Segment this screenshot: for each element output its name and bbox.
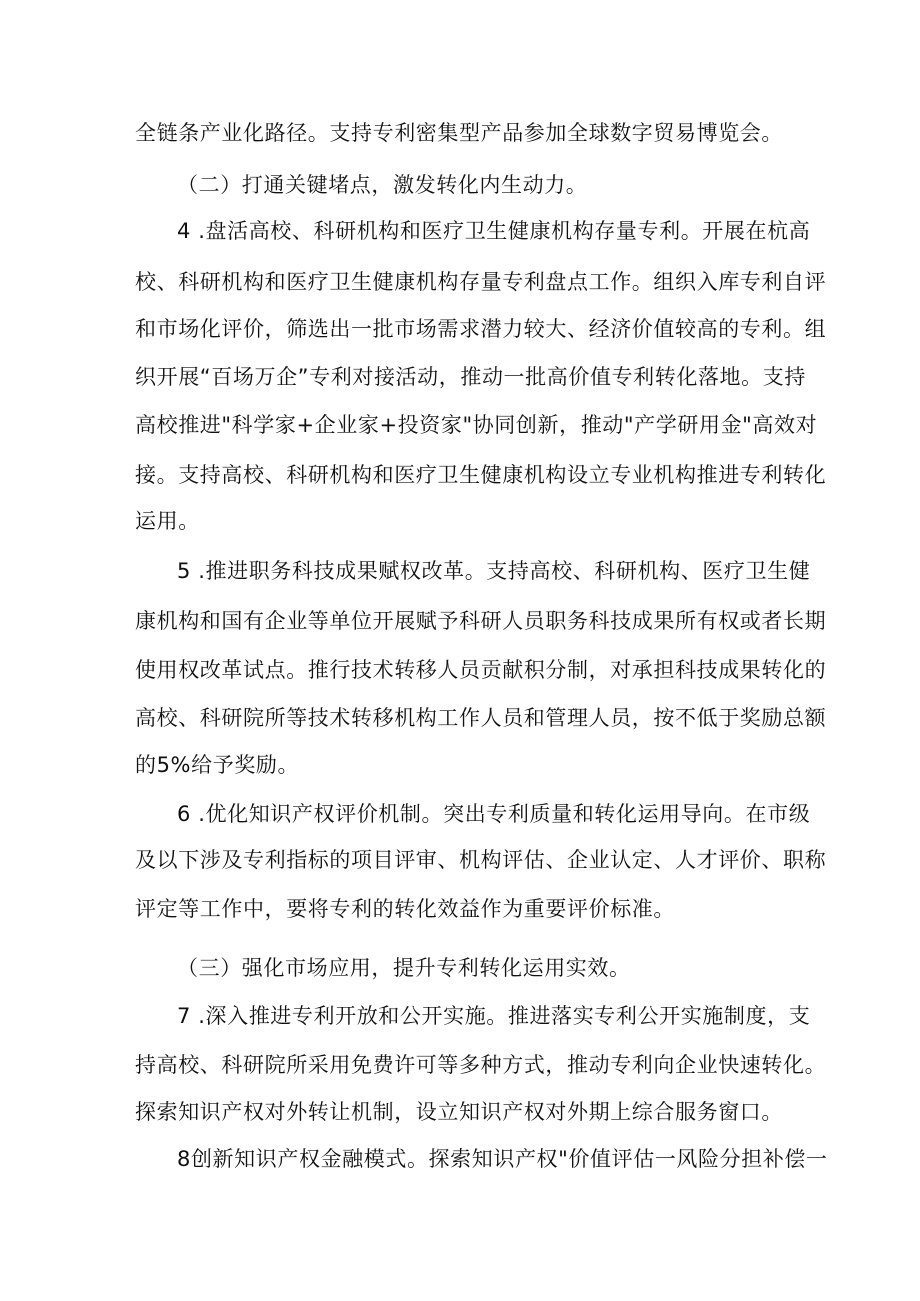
text-line: 探索知识产权对外转让机制，设立知识产权对外期上综合服务窗口。 [135,1100,783,1124]
item-5-first-line: 5 .推进职务科技成果赋权改革。支持高校、科研机构、医疗卫生健 [177,559,811,583]
item-8-first-line: 8创新知识产权金融模式。探索知识产权"价值评估一风险分担补偿一 [177,1147,828,1171]
text-line: 使用权改革试点。推行技术转移人员贡献积分制，对承担科技成果转化的 [135,658,827,682]
text-line: 校、科研机构和医疗卫生健康机构存量专利盘点工作。组织入库专利自评 [135,270,827,294]
text-line: 运用。 [135,509,200,533]
text-line: 康机构和国有企业等单位开展赋予科研人员职务科技成果所有权或者长期 [135,609,827,633]
text-line: 的5%给予奖励。 [135,753,300,777]
text-line: 全链条产业化路径。支持专利密集型产品参加全球数字贸易博览会。 [135,121,783,145]
text-line: 评定等工作中，要将专利的转化效益作为重要评价标准。 [135,897,675,921]
item-7-first-line: 7 .深入推进专利开放和公开实施。推进落实专利公开实施制度，支 [177,1004,811,1028]
section-heading-3: （三）强化市场应用，提升专利转化运用实效。 [177,956,631,980]
section-heading-2: （二）打通关键堵点，激发转化内生动力。 [177,173,588,197]
text-line: 接。支持高校、科研机构和医疗卫生健康机构设立专业机构推进专利转化 [135,463,827,487]
item-6-first-line: 6 .优化知识产权评价机制。突出专利质量和转化运用导向。在市级 [177,802,811,826]
text-line: 织开展“百场万企”专利对接活动，推动一批高价值专利转化落地。支持 [135,365,806,389]
item-4-first-line: 4 .盘活高校、科研机构和医疗卫生健康机构存量专利。开展在杭高 [177,219,811,243]
text-line: 持高校、科研院所采用免费许可等多种方式，推动专利向企业快速转化。 [135,1053,827,1077]
text-line: 高校、科研院所等技术转移机构工作人员和管理人员，按不低于奖励总额 [135,706,827,730]
text-line: 高校推进"科学家+企业家+投资家"协同创新，推动"产学研用金"高效对 [135,413,818,437]
text-line: 和市场化评价，筛选出一批市场需求潜力较大、经济价值较高的专利。组 [135,317,827,341]
text-line: 及以下涉及专利指标的项目评审、机构评估、企业认定、人才评价、职称 [135,848,827,872]
